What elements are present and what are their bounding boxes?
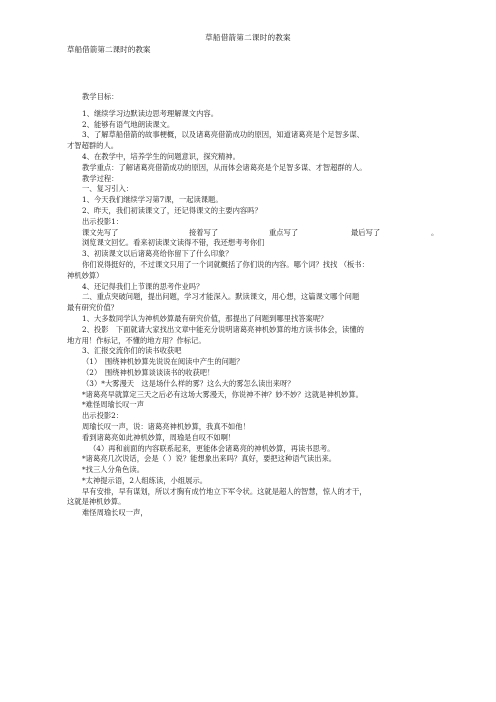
text-line: 浏览课文回忆。看来初读课文读得不错，我还想考考你们 [82, 238, 265, 248]
text-line: （3）*大雾漫天 这是场什么样的雾？这么大的雾怎么读出来呀？ [82, 378, 295, 388]
document-body [67, 92, 439, 519]
text-line: 早有安排，早有谋划，所以才胸有成竹地立下军令状。这就是超人的智慧，惊人的才干， [82, 486, 367, 496]
text-line: 4、还记得我们上节课的思考作业吗？ [82, 281, 204, 291]
text-line: 教学过程： [82, 173, 119, 183]
text-line: 出示投影2： [82, 411, 124, 421]
text-line: 3、了解草船借箭的故事梗概，以及诸葛亮借箭成功的原因，知道诸葛亮是个足智多谋、 [82, 130, 364, 140]
text-line: 教学重点：了解诸葛亮借箭成功的原因，从而体会诸葛亮是个足智多谋、才智超群的人。 [82, 162, 367, 172]
text-line: *诸葛亮几次说话，会是（ ）说？能想象出来吗？真好，要把这种语气读出来。 [82, 454, 337, 464]
document-title: 草船借箭第二课时的教案 [205, 33, 291, 42]
text-line: 地方用！作标记，不懂的地方用？作标记。 [67, 335, 206, 345]
text-line: 2、昨天，我们初读课文了，还记得课文的主要内容吗？ [82, 205, 262, 215]
text-line: （4）再和前面的内容联系起来，更能体会诸葛亮的神机妙算，再读书思考。 [89, 443, 335, 453]
text-line: 2、能够有语气地朗读课文。 [82, 119, 175, 129]
text-line: *难怪周瑜长叹一声 [82, 400, 145, 410]
text-line: 看到诸葛亮如此神机妙算，周瑜是自叹不如啊！ [82, 432, 236, 442]
document-subtitle: 草船借箭第二课时的教案 [67, 45, 151, 54]
text-line: 周瑜长叹一声，说：诸葛亮神机妙算，我真不如他！ [82, 421, 250, 431]
text-line: *找三人分角色读。 [82, 465, 145, 475]
text-line: 一、复习引入： [82, 184, 134, 194]
text-line: 1、今天我们继续学习第7课，一起读课题。 [82, 195, 223, 205]
text-line: （2） 围绕神机妙算谈谈读书的收获吧！ [82, 367, 215, 377]
text-line: *诸葛亮早就算定三天之后必有这场大雾漫天，你说神不神？妙不妙？这就是神机妙算。 [82, 389, 363, 399]
fill-in-cell: 重点写了 [269, 227, 299, 237]
text-line: 才智超群的人。 [67, 141, 119, 151]
text-line: *太神提示语，2人组练读，小组展示。 [82, 475, 208, 485]
text-line: 3、汇报交流你们的读书收获吧 [82, 346, 182, 356]
text-line: 这就是神机妙算。 [67, 497, 126, 507]
fill-in-row [67, 228, 439, 239]
text-line: 难怪周瑜长叹一声， [82, 508, 148, 518]
text-line: 1、大多数同学认为神机妙算最有研究价值，那提出了问题到哪里找答案呢？ [82, 313, 328, 323]
text-line: 4、在教学中，培养学生的问题意识，探究精神。 [82, 151, 240, 161]
text-line: 你们说得挺好的，不过课文只用了一个词就概括了你们说的内容。哪个词？找找 （板书： [82, 259, 369, 269]
text-line: （1） 围绕神机妙算先说说在阅读中产生的问题？ [82, 357, 244, 367]
text-line: 神机妙算） [67, 270, 104, 280]
text-line: 1、继续学习边默读边思考理解课文内容。 [82, 108, 218, 118]
text-line: 二、重点突破问题，提出问题，学习才能深入。默读课文，用心想，这篇课文哪个问题 [82, 292, 360, 302]
fill-in-cell: 接着写了 [189, 227, 219, 237]
text-line: 教学目标： [82, 92, 119, 101]
fill-in-cell: 。 [431, 227, 439, 237]
text-line: 出示投影1： [82, 216, 124, 226]
text-line: 最有研究价值？ [67, 303, 119, 313]
fill-in-cell: 最后写了 [351, 227, 381, 237]
text-line: 2、投影 下面就请大家找出文章中能充分说明诸葛亮神机妙算的地方读书体会，读懂的 [82, 324, 364, 334]
text-line: 3、初读课文以后诸葛亮给你留下了什么印象？ [82, 249, 233, 259]
fill-in-cell: 课文先写了 [82, 227, 119, 237]
